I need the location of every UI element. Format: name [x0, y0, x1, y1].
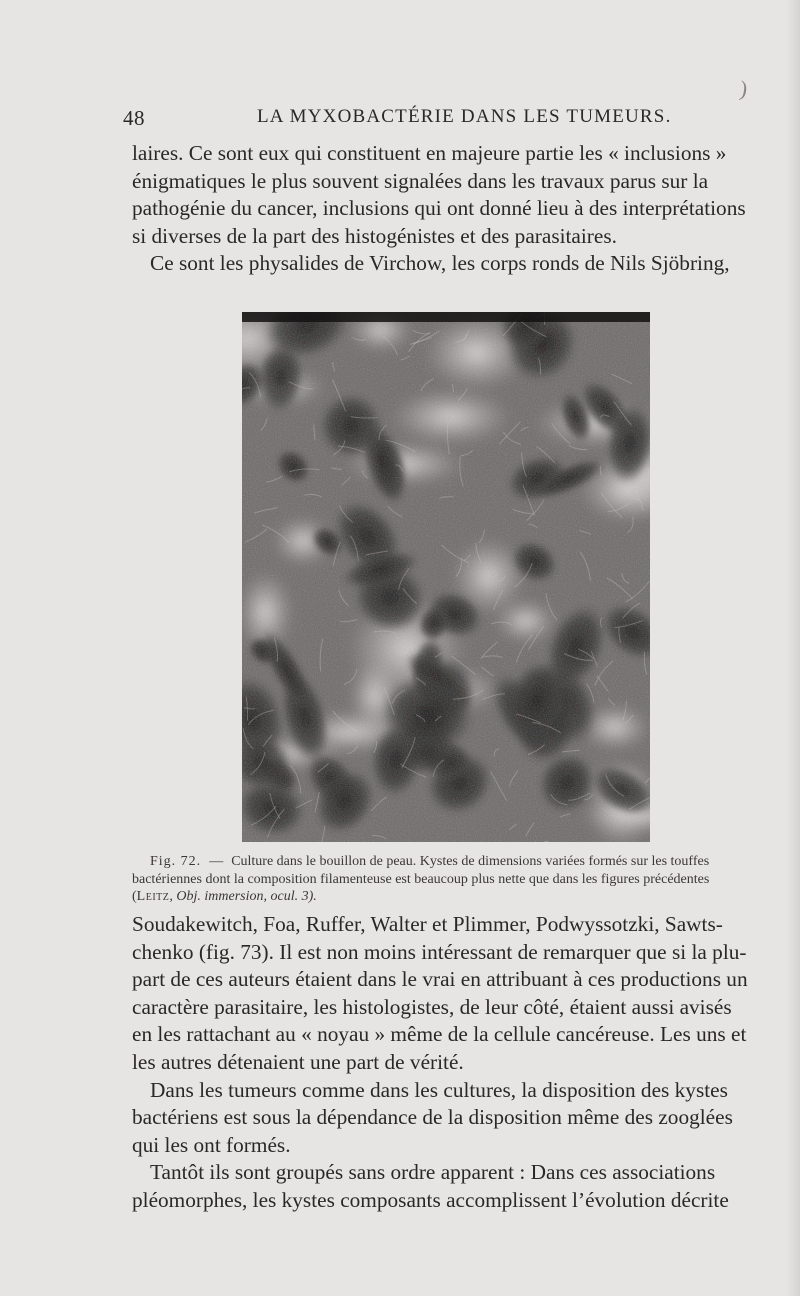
text-line: si diverses de la part des histogénistes et des parasitaires. — [132, 223, 617, 248]
text-line: Soudakewitch, Foa, Ruffer, Walter et Plimmer, Podwyssotzki, Sawts- — [132, 912, 723, 936]
text-line: pléomorphes, les kystes composants accomplissent l’évolution décrite — [132, 1187, 729, 1212]
text-line: bactériens est sous la dépendance de la disposition même des zooglées — [132, 1105, 733, 1130]
text-line: laires. Ce sont eux qui constituent en majeure partie les « inclusions » — [132, 141, 727, 165]
page-edge-shadow — [786, 0, 800, 1296]
running-head — [123, 106, 760, 136]
text-line: énigmatiques le plus souvent signalées dans les travaux parus sur la — [132, 168, 709, 193]
caption-line-3: , Obj. immersion, ocul. 3). — [169, 889, 317, 904]
text-line: pathogénie du cancer, inclusions qui ont donné lieu à des interprétations — [132, 196, 746, 221]
text-line: Dans les tumeurs comme dans les cultures, la disposition des kystes — [150, 1077, 728, 1102]
micrograph-image — [242, 312, 650, 842]
figure-label: Fig. 72. — [150, 854, 202, 869]
text-line: Tantôt ils sont groupés sans ordre apparent : Dans ces associations — [150, 1160, 716, 1185]
page-number: 48 — [123, 106, 145, 130]
text-line: Ce sont les physalides de Virchow, les corps ronds de Nils Sjöbring, — [150, 251, 730, 276]
text-line: les autres détenaient une part de vérité. — [132, 1049, 464, 1074]
figure-caption — [132, 853, 758, 906]
corner-mark: ) — [738, 75, 750, 102]
text-line: chenko (fig. 73). Il est non moins intéressant de remarquer que si la plu- — [132, 939, 747, 964]
caption-open-paren: ( — [132, 889, 137, 904]
text-line: part de ces auteurs étaient dans le vrai en attribuant à ces productions un — [132, 967, 748, 992]
body-text-bottom — [132, 911, 758, 1215]
text-line: en les rattachant au « noyau » même de la cellule cancéreuse. Les uns et — [132, 1022, 747, 1047]
text-line: qui les ont formés. — [132, 1132, 291, 1157]
text-line: caractère parasitaire, les histologistes, de leur côté, étaient aussi avisés — [132, 994, 732, 1019]
body-text-top — [132, 140, 758, 278]
figure-micrograph — [242, 312, 650, 842]
caption-line-1: Culture dans le bouillon de peau. Kystes de dimensions variées formés sur les touffes — [231, 854, 710, 869]
caption-author: Leitz — [136, 889, 170, 904]
running-title: LA MYXOBACTÉRIE DANS LES TUMEURS. — [257, 106, 672, 127]
caption-line-2: bactériennes dont la composition filamenteuse est beaucoup plus nette que dans les figures précédentes — [132, 871, 710, 887]
caption-dash: — — [209, 854, 224, 869]
